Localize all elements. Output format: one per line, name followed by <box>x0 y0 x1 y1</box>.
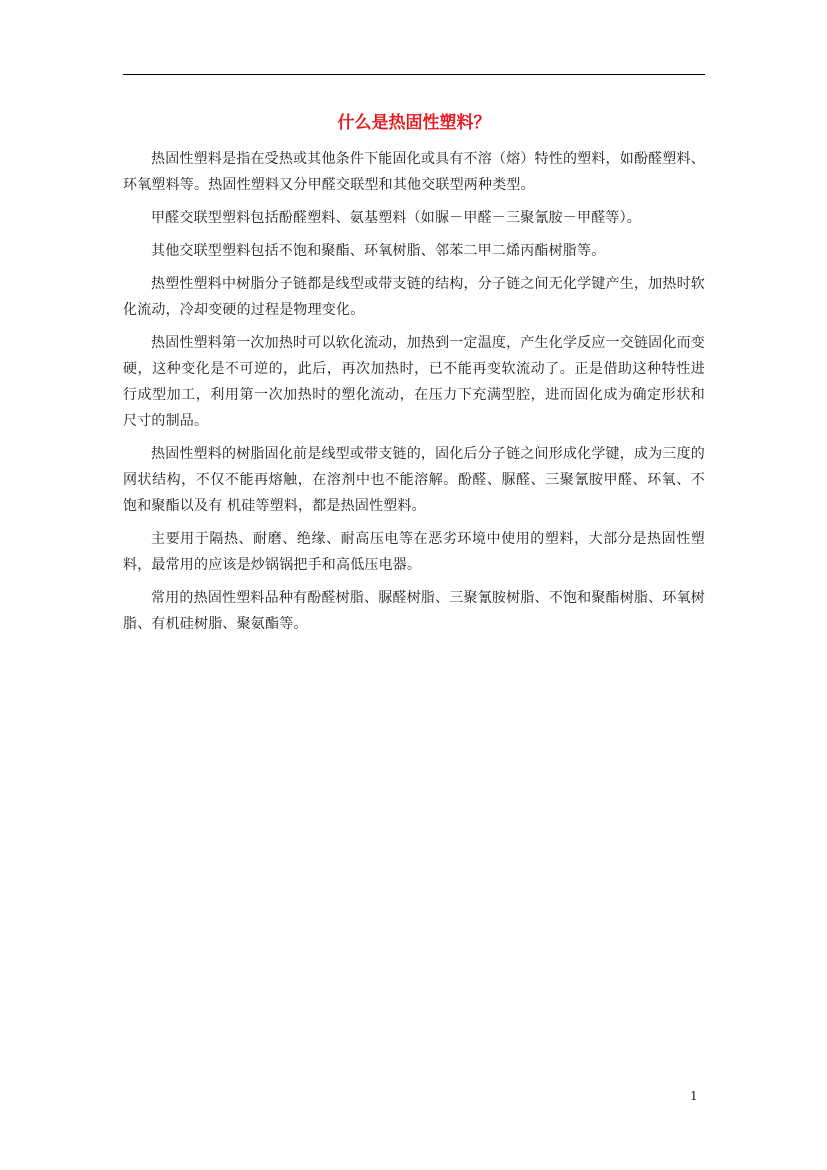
paragraph-applications: 主要用于隔热、耐磨、绝缘、耐高压电等在恶劣环境中使用的塑料，大部分是热固性塑料，最常用的应该是炒锅锅把手和高低压电器。 <box>123 531 705 573</box>
paragraph-network-structure: 热固性塑料的树脂固化前是线型或带支链的，固化后分子链之间形成化学键，成为三度的网状结构，不仅不能再熔触，在溶剂中也不能溶解。酚醛、脲醛、三聚氰胺甲醛、环氧、不饱和聚酯以及有 机硅等塑料，都是热固性塑料。 <box>123 446 705 514</box>
paragraph-formaldehyde-crosslink: 甲醛交联型塑料包括酚醛塑料、氨基塑料（如脲－甲醛－三聚氰胺－甲醛等）。 <box>151 210 641 226</box>
page-number: 1 <box>690 1089 698 1103</box>
paragraph-other-crosslink: 其他交联型塑料包括不饱和聚酯、环氧树脂、邻苯二甲二烯丙酯树脂等。 <box>151 243 606 259</box>
paragraph-first-heating: 热固性塑料第一次加热时可以软化流动，加热到一定温度，产生化学反应一交链固化而变硬，这种变化是不可逆的，此后，再次加热时，已不能再变软流动了。正是借助这种特性进行成型加工，利用第一次加热时的塑化流动，在压力下充满型腔，进而固化成为确定形状和尺寸的制品。 <box>123 335 705 429</box>
paragraph-definition: 热固性塑料是指在受热或其他条件下能固化或具有不溶（熔）特性的塑料，如酚醛塑料、环氧塑料等。热固性塑料又分甲醛交联型和其他交联型两种类型。 <box>123 151 705 193</box>
header-rule <box>123 74 705 75</box>
paragraph-common-varieties: 常用的热固性塑料品种有酚醛树脂、脲醛树脂、三聚氰胺树脂、不饱和聚酯树脂、环氧树脂、有机硅树脂、聚氨酯等。 <box>123 590 705 632</box>
paragraph-thermoplastic: 热塑性塑料中树脂分子链都是线型或带支链的结构，分子链之间无化学键产生，加热时软化流动，冷却变硬的过程是物理变化。 <box>123 276 705 318</box>
page-title: 什么是热固性塑料？ <box>337 113 491 133</box>
document-body <box>123 146 705 644</box>
